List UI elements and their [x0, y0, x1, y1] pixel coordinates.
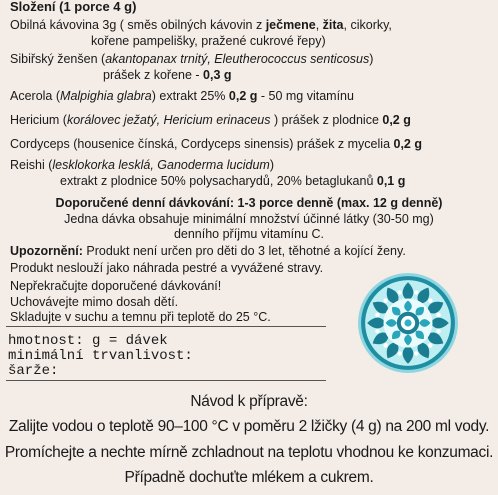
warning-substitute: Produkt neslouží jako náhrada pestré a vyvážené stravy. — [10, 261, 324, 275]
instructions-step-2: Promíchejte a nechte mírně zchladnout na teplotu vhodnou ke konzumaci. — [4, 444, 494, 461]
instructions-step-3: Případně dochuťte mlékem a cukrem. — [124, 469, 374, 486]
expiry-field: minimální trvanlivost: — [8, 348, 193, 364]
instructions-step-1: Zalijte vodou o teplotě 90–100 °C v poměru 2 lžičky (4 g) na 200 ml vody. — [8, 418, 490, 435]
net-weight-field: hmotnost: g = dávek — [8, 333, 168, 349]
warning-storage: Skladujte v suchu a temnu při teplotě do 25 °C. — [10, 310, 271, 324]
warning-dosage: Nepřekračujte doporučené dávkování! — [10, 279, 222, 293]
composition-title: Složení (1 porce 4 g) — [10, 0, 137, 14]
instructions-title: Návod k přípravě: — [190, 393, 308, 410]
warning-line: Upozornění: Produkt není určen pro děti do 3 let, těhotné a kojící ženy. — [10, 244, 406, 258]
dosage-note-cont: denního příjmu vitamínu C. — [173, 227, 325, 241]
ingredient-coffee-cont: kořene pampelišky, pražené cukrové řepy) — [91, 34, 326, 48]
ingredient-ginseng-line: Sibiřský ženšen (akantopanax trnitý, Eleutherococcus senticosus) — [10, 52, 374, 66]
divider — [6, 326, 326, 327]
mandala-icon — [357, 272, 459, 374]
ingredient-coffee-line: Obilná kávovina 3g ( směs obilných kávovin z ječmene, žita, cikorky, — [10, 18, 392, 32]
batch-field: šarže: — [8, 363, 59, 379]
warning-children: Uchovávejte mimo dosah dětí. — [10, 295, 179, 309]
ingredient-ginseng-amount: prášek z kořene - 0,3 g — [103, 68, 232, 82]
ingredient-cordyceps: Cordyceps (housenice čínská, Cordyceps sinensis) prášek z mycelia 0,2 g — [10, 137, 422, 151]
dosage-recommendation: Doporučené denní dávkování: 1-3 porce denně (max. 12 g denně) — [55, 196, 443, 210]
dosage-note: Jedna dávka obsahuje minimální množství účinné látky (30-50 mg) — [64, 212, 434, 226]
ingredient-acerola: Acerola (Malpighia glabra) extrakt 25% 0,2 g - 50 mg vitamínu — [10, 89, 354, 103]
divider — [6, 380, 326, 381]
ingredient-reishi-amount: extrakt z plodnice 50% polysacharydů, 20% betaglukanů 0,1 g — [60, 174, 406, 188]
ingredient-reishi: Reishi (lesklokorka lesklá, Ganoderma lucidum) — [10, 158, 275, 172]
ingredient-hericium: Hericium (korálovec ježatý, Hericium erinaceus ) prášek z plodnice 0,2 g — [10, 113, 411, 127]
